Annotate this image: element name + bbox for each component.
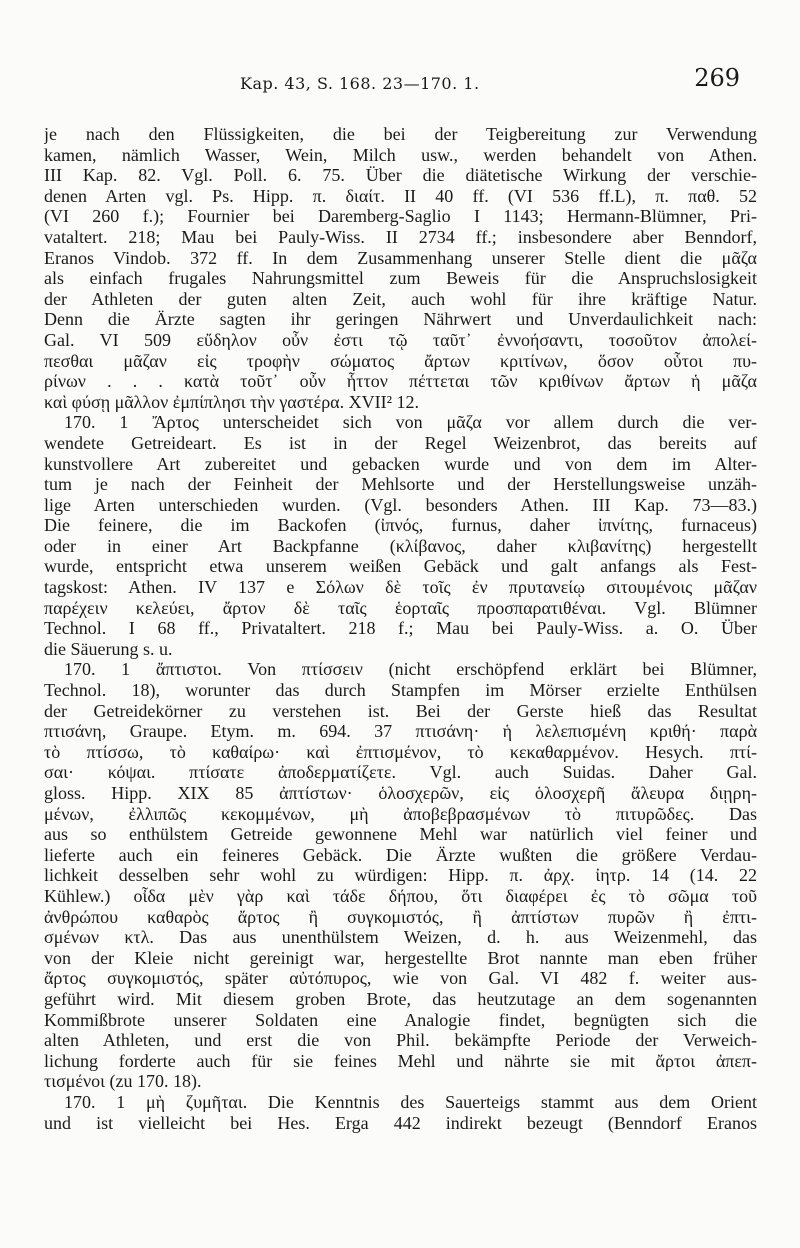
text-line: μένων, ἐλλιπῶς κεκομμένων, μὴ ἀποβεβρασμένων τὸ πιτυρῶδες. Das: [44, 803, 757, 824]
text-line: ἄρτος συγκομιστός, später αὐτόπυρος, wie von Gal. VI 482 f. weiter aus-: [44, 968, 757, 989]
text-line: Technol. 18), worunter das durch Stampfen im Mörser erzielte Enthülsen: [44, 680, 757, 701]
text-line: alten Athleten, und erst die von Phil. bekämpfte Periode der Verweich-: [44, 1030, 757, 1051]
text-line: III Kap. 82. Vgl. Poll. 6. 75. Über die diätetische Wirkung der verschie-: [44, 165, 757, 186]
text-line: ἀνθρώπου καθαρὸς ἄρτος ἢ συγκομιστός, ἢ ἀπτίστων πυρῶν ἢ ἐπτι-: [44, 906, 757, 927]
text-line: (VI 260 f.); Fournier bei Daremberg-Saglio I 1143; Hermann-Blümner, Pri-: [44, 206, 757, 227]
text-line: vataltert. 218; Mau bei Pauly-Wiss. II 2734 ff.; insbesondere aber Benndorf,: [44, 226, 757, 247]
text-line: Denn die Ärzte sagten ihr geringen Nährwert und Unverdaulichkeit nach:: [44, 309, 757, 330]
text-line: denen Arten vgl. Ps. Hipp. π. διαίτ. II 40 ff. (VI 536 ff.L), π. παθ. 52: [44, 185, 757, 206]
text-line: kunstvollere Art zubereitet und gebacken wurde und von dem im Alter-: [44, 453, 757, 474]
text-line: oder in einer Art Backpfanne (κλίβανος, daher κλιβανίτης) hergestellt: [44, 535, 757, 556]
text-line: geführt wird. Mit diesem groben Brote, das heutzutage an dem sogenannten: [44, 988, 757, 1009]
text-line: καὶ φύσῃ μᾶλλον ἐμπίπλησι τὴν γαστέρα. XVII² 12.: [44, 391, 419, 412]
text-line: 170. 1 μὴ ζυμῆται. Die Kenntnis des Sauerteigs stammt aus dem Orient: [64, 1091, 757, 1112]
running-head: Kap. 43, S. 168. 23—170. 1.: [240, 74, 480, 93]
text-line: tagskost: Athen. IV 137 e Σόλων δὲ τοῖς ἐν πρυτανείῳ σιτουμένοις μᾶζαν: [44, 577, 757, 598]
text-line: je nach den Flüssigkeiten, die bei der Teigbereitung zur Verwendung: [44, 124, 757, 144]
text-line: σαι· κόψαι. πτίσατε ἀποδερματίζετε. Vgl. auch Suidas. Daher Gal.: [44, 762, 757, 783]
text-line: lige Arten unterschieden wurden. (Vgl. besonders Athen. III Kap. 73—83.): [44, 494, 757, 515]
text-line: tum je nach der Feinheit der Mehlsorte und der Herstellungsweise unzäh-: [44, 474, 757, 495]
page-number: 269: [694, 64, 740, 92]
text-line: 170. 1 Ἄρτος unterscheidet sich von μᾶζα vor allem durch die ver-: [64, 412, 757, 433]
text-line: πεσθαι μᾶζαν εἰς τροφὴν σώματος ἄρτων κριτίνων, ὅσον οὗτοι πυ-: [44, 350, 757, 371]
text-line: der Athleten der guten alten Zeit, auch wohl für ihre kräftige Natur.: [44, 288, 757, 309]
text-line: 170. 1 ἄπτιστοι. Von πτίσσειν (nicht erschöpfend erklärt bei Blümner,: [64, 659, 757, 680]
text-line: lichung forderte auch für sie feines Mehl und nährte sie mit ἄρτοι ἀπεπ-: [44, 1050, 757, 1071]
text-line: σμένων κτλ. Das aus unenthülstem Weizen, d. h. aus Weizenmehl, das: [44, 927, 757, 948]
text-line: kamen, nämlich Wasser, Wein, Milch usw., werden behandelt von Athen.: [44, 144, 757, 165]
text-line: von der Kleie nicht gereinigt war, hergestellte Brot nannte man eben früher: [44, 947, 757, 968]
text-line: und ist vielleicht bei Hes. Erga 442 indirekt bezeugt (Benndorf Eranos: [44, 1112, 757, 1133]
page-header: [40, 64, 760, 104]
text-line: Gal. VI 509 εὔδηλον οὖν ἐστι τῷ ταῦτ᾽ ἐννοήσαντι, τοσοῦτον ἀπολεί-: [44, 329, 757, 350]
text-line: lichkeit desselben sehr wohl zu würdigen: Hipp. π. ἀρχ. ἰητρ. 14 (14. 22: [44, 865, 757, 886]
text-line: lieferte auch ein feineres Gebäck. Die Ärzte wußten die größere Verdau-: [44, 844, 757, 865]
body-text: [44, 124, 757, 1133]
text-line: der Getreidekörner zu verstehen ist. Bei der Gerste hieß das Resultat: [44, 700, 757, 721]
text-line: παρέχειν κελεύει, ἄρτον δὲ ταῖς ἑορταῖς προσπαρατιθέναι. Vgl. Blümner: [44, 597, 757, 618]
text-line: Eranos Vindob. 372 ff. In dem Zusammenhang unserer Stelle dient die μᾶζα: [44, 247, 757, 268]
text-line: τισμένοι (zu 170. 18).: [44, 1071, 202, 1092]
text-line: als einfach frugales Nahrungsmittel zum Beweis für die Anspruchslosigkeit: [44, 268, 757, 289]
text-line: ρίνων . . . κατὰ τοῦτ᾽ οὖν ἧττον πέττεται τῶν κριθίνων ἄρτων ἡ μᾶζα: [44, 371, 757, 392]
text-line: Technol. I 68 ff., Privataltert. 218 f.; Mau bei Pauly-Wiss. a. O. Über: [44, 618, 757, 639]
text-line: πτισάνη, Graupe. Etym. m. 694. 37 πτισάνη· ἡ λελεπισμένη κριθή· παρὰ: [44, 721, 757, 742]
text-line: aus so enthülstem Getreide gewonnene Mehl war natürlich viel feiner und: [44, 824, 757, 845]
text-line: die Säuerung s. u.: [44, 638, 173, 659]
text-line: Kühlew.) οἶδα μὲν γὰρ καὶ τάδε δήπου, ὅτι διαφέρει ἐς τὸ σῶμα τοῦ: [44, 885, 757, 906]
text-line: gloss. Hipp. XIX 85 ἀπτίστων· ὁλοσχερῶν, εἰς ὁλοσχερῆ ἄλευρα διῃρη-: [44, 783, 757, 803]
text-line: Kommißbrote unserer Soldaten eine Analogie findet, begnügten sich die: [44, 1009, 757, 1030]
text-line: τὸ πτίσσω, τὸ καθαίρω· καὶ ἐπτισμένον, τὸ κεκαθαρμένον. Hesych. πτί-: [44, 741, 757, 762]
text-line: Die feinere, die im Backofen (ἰπνός, furnus, daher ἰπνίτης, furnaceus): [44, 515, 757, 536]
text-line: wendete Getreideart. Es ist in der Regel Weizenbrot, das bereits auf: [44, 432, 757, 453]
text-line: wurde, entspricht etwa unserem weißen Gebäck und galt anfangs als Fest-: [44, 556, 757, 577]
